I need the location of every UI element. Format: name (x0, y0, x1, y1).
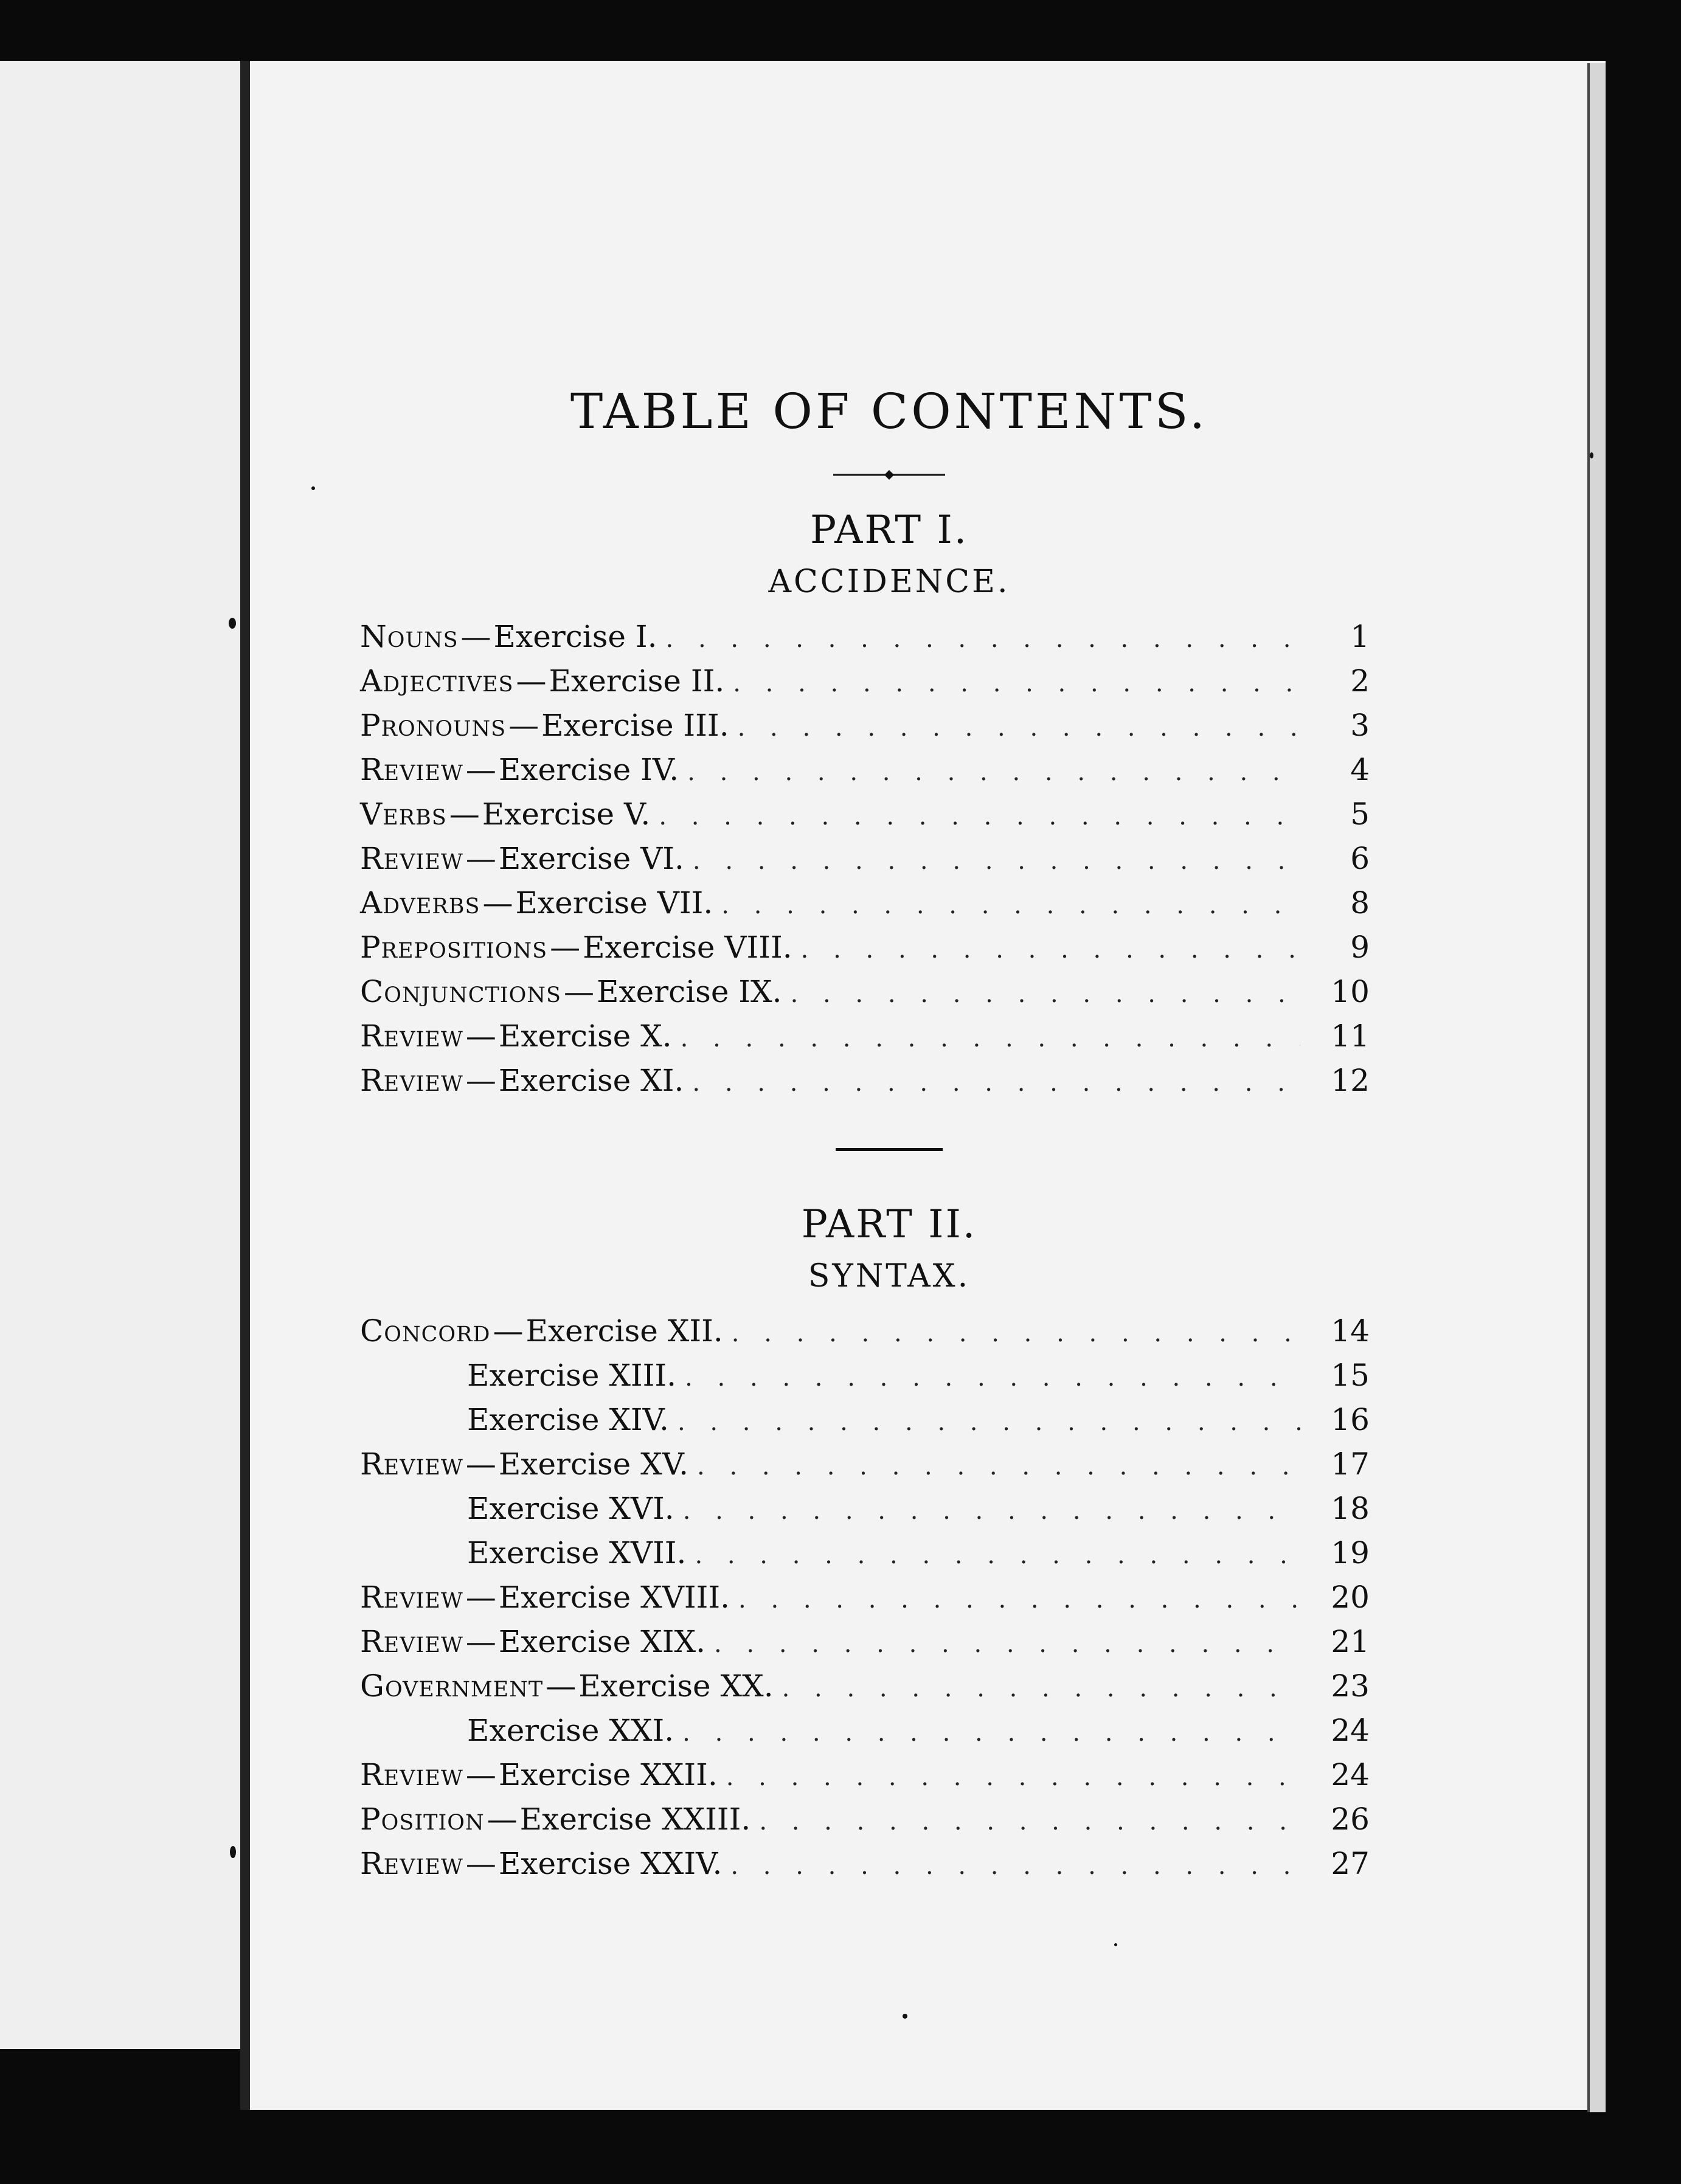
toc-entry-page-number: 27 (1331, 1846, 1370, 1881)
toc-entry-page-number: 26 (1331, 1802, 1370, 1837)
toc-entry-page-number: 24 (1331, 1713, 1370, 1748)
toc-entry-page-number: 3 (1350, 708, 1370, 743)
dot-leader (738, 706, 1300, 750)
em-dash-separator: — (465, 1446, 496, 1482)
dot-leader (659, 795, 1300, 839)
toc-entry-topic: Adjectives (360, 663, 514, 699)
dot-leader (697, 1445, 1300, 1489)
part-two-section (360, 1202, 1370, 1886)
em-dash-separator: — (563, 974, 594, 1009)
em-dash-separator: — (487, 1802, 518, 1837)
binding-mark (230, 1846, 236, 1858)
em-dash-separator: — (465, 1846, 496, 1881)
em-dash-separator: — (465, 1018, 496, 1054)
dot-leader (732, 1311, 1300, 1356)
toc-entry-topic: Adverbs (360, 885, 480, 921)
toc-entry-page-number: 16 (1331, 1402, 1370, 1437)
em-dash-separator: — (550, 930, 581, 965)
toc-entry-topic: Review (360, 1580, 463, 1615)
toc-entry-page-number: 24 (1331, 1757, 1370, 1792)
toc-entry (360, 1014, 1370, 1059)
toc-entry-topic: Review (360, 1757, 463, 1792)
dot-leader (693, 839, 1300, 883)
toc-entry-page-number: 8 (1350, 885, 1370, 921)
toc-entry-exercise: Exercise XXIV. (498, 1846, 723, 1881)
toc-entry (360, 881, 1370, 925)
toc-entry-exercise: Exercise I. (493, 619, 657, 654)
dot-leader (681, 1017, 1300, 1061)
toc-entry (360, 1353, 1370, 1398)
part-one-entries (360, 615, 1370, 1103)
toc-entry-exercise: Exercise XVII. (467, 1535, 687, 1571)
toc-entry (360, 1709, 1370, 1753)
em-dash-separator: — (465, 1063, 496, 1098)
toc-entry (360, 703, 1370, 748)
dot-leader (738, 1578, 1300, 1622)
toc-entry-topic: Review (360, 1846, 463, 1881)
toc-entry-topic: Nouns (360, 619, 459, 654)
dot-leader (666, 617, 1300, 662)
toc-entry-page-number: 4 (1350, 752, 1370, 787)
em-dash-separator: — (516, 663, 547, 699)
toc-entry-page-number: 5 (1350, 797, 1370, 832)
dot-leader (733, 662, 1300, 706)
binding-mark (229, 618, 236, 629)
toc-entry (360, 1398, 1370, 1442)
toc-entry (360, 1309, 1370, 1353)
toc-entry-page-number: 14 (1331, 1313, 1370, 1349)
dot-leader (801, 928, 1300, 972)
toc-entry-exercise: Exercise III. (541, 708, 729, 743)
toc-entry-exercise: Exercise VIII. (583, 930, 792, 965)
toc-entry-page-number: 6 (1350, 841, 1370, 876)
em-dash-separator: — (508, 708, 539, 743)
toc-entry-exercise: Exercise XIX. (498, 1624, 705, 1659)
dot-leader (678, 1400, 1300, 1445)
toc-entry (360, 1531, 1370, 1575)
em-dash-separator: — (449, 797, 480, 832)
section-divider-rule (836, 1148, 943, 1151)
toc-entry (360, 1487, 1370, 1531)
part-two-entries (360, 1309, 1370, 1886)
dot-leader (682, 1711, 1300, 1755)
toc-entry-page-number: 21 (1331, 1624, 1370, 1659)
toc-entry-page-number: 2 (1350, 663, 1370, 699)
toc-entry-exercise: Exercise XXIII. (519, 1802, 751, 1837)
part-one-section (360, 508, 1370, 1103)
toc-entry-exercise: Exercise II. (549, 663, 725, 699)
toc-entry (360, 1753, 1370, 1797)
toc-entry (360, 1664, 1370, 1709)
toc-entry (360, 1797, 1370, 1842)
part-two-subtitle: SYNTAX. (808, 1258, 971, 1294)
toc-entry-exercise: Exercise XI. (498, 1063, 684, 1098)
toc-entry-topic: Verbs (360, 797, 447, 832)
scan-speck (311, 486, 315, 490)
toc-entry-exercise: Exercise VII. (515, 885, 713, 921)
toc-entry-exercise: Exercise XIII. (467, 1358, 677, 1393)
toc-entry (360, 1842, 1370, 1886)
dot-leader (726, 1755, 1300, 1800)
facing-page-edge (0, 61, 240, 2049)
dot-leader (714, 1622, 1300, 1667)
dot-leader (730, 1844, 1300, 1889)
toc-entry (360, 659, 1370, 703)
toc-entry-exercise: Exercise X. (498, 1018, 672, 1054)
toc-entry-topic: Review (360, 841, 463, 876)
em-dash-separator: — (465, 1624, 496, 1659)
toc-entry-exercise: Exercise XX. (578, 1668, 774, 1704)
toc-entry (360, 1059, 1370, 1103)
toc-entry-topic: Review (360, 1018, 463, 1054)
em-dash-separator: — (546, 1668, 577, 1704)
toc-entry-exercise: Exercise XII. (525, 1313, 723, 1349)
toc-entry-topic: Concord (360, 1313, 491, 1349)
toc-entry (360, 1620, 1370, 1664)
em-dash-separator: — (493, 1313, 524, 1349)
dot-leader (692, 1061, 1300, 1105)
dot-leader (685, 1356, 1300, 1400)
table-of-contents (360, 383, 1370, 1886)
toc-entry-exercise: Exercise XXII. (498, 1757, 718, 1792)
dot-leader (721, 883, 1300, 928)
toc-entry-page-number: 1 (1350, 619, 1370, 654)
em-dash-separator: — (465, 841, 496, 876)
toc-entry-page-number: 10 (1331, 974, 1370, 1009)
dot-leader (695, 1533, 1300, 1578)
dot-leader (687, 750, 1300, 795)
scan-speck (903, 2014, 907, 2019)
toc-entry-page-number: 15 (1331, 1358, 1370, 1393)
toc-entry-topic: Review (360, 1063, 463, 1098)
toc-entry (360, 748, 1370, 792)
toc-entry-exercise: Exercise IV. (498, 752, 679, 787)
page-fore-edge (1587, 63, 1606, 2112)
em-dash-separator: — (465, 1757, 496, 1792)
part-one-heading: PART I. (809, 508, 969, 553)
dot-leader (683, 1489, 1300, 1533)
toc-entry-page-number: 18 (1331, 1491, 1370, 1526)
em-dash-separator: — (482, 885, 513, 921)
toc-entry-exercise: Exercise IX. (596, 974, 782, 1009)
toc-entry-exercise: Exercise XVIII. (498, 1580, 730, 1615)
toc-entry-page-number: 11 (1331, 1018, 1370, 1054)
toc-entry-exercise: Exercise XV. (498, 1446, 689, 1482)
part-two-heading: PART II. (801, 1202, 977, 1247)
toc-entry (360, 837, 1370, 881)
toc-entry (360, 970, 1370, 1014)
toc-entry (360, 925, 1370, 970)
toc-entry (360, 615, 1370, 659)
toc-entry-exercise: Exercise VI. (498, 841, 684, 876)
dot-leader (782, 1667, 1300, 1711)
toc-entry-topic: Prepositions (360, 930, 548, 965)
toc-entry-exercise: Exercise XVI. (467, 1491, 674, 1526)
toc-entry-topic: Review (360, 1446, 463, 1482)
toc-entry-topic: Review (360, 752, 463, 787)
dot-leader (791, 972, 1300, 1017)
toc-entry-page-number: 19 (1331, 1535, 1370, 1571)
toc-entry-page-number: 9 (1350, 930, 1370, 965)
toc-entry-page-number: 23 (1331, 1668, 1370, 1704)
em-dash-separator: — (465, 752, 496, 787)
toc-entry-topic: Pronouns (360, 708, 507, 743)
toc-entry (360, 1575, 1370, 1620)
toc-entry (360, 792, 1370, 837)
toc-entry-topic: Review (360, 1624, 463, 1659)
toc-entry-topic: Government (360, 1668, 544, 1704)
em-dash-separator: — (460, 619, 491, 654)
diamond-ornament-icon (833, 469, 945, 481)
toc-entry-topic: Position (360, 1802, 485, 1837)
toc-entry-page-number: 17 (1331, 1446, 1370, 1482)
scan-speck (1114, 1943, 1117, 1946)
part-one-subtitle: ACCIDENCE. (768, 564, 1010, 600)
dot-leader (759, 1800, 1300, 1844)
toc-entry-page-number: 20 (1331, 1580, 1370, 1615)
toc-entry (360, 1442, 1370, 1487)
toc-entry-topic: Conjunctions (360, 974, 561, 1009)
toc-entry-page-number: 12 (1331, 1063, 1370, 1098)
em-dash-separator: — (465, 1580, 496, 1615)
toc-entry-exercise: Exercise XXI. (467, 1713, 674, 1748)
toc-entry-exercise: Exercise V. (482, 797, 651, 832)
toc-entry-exercise: Exercise XIV. (467, 1402, 669, 1437)
page-title: TABLE OF CONTENTS. (570, 383, 1208, 440)
scan-speck (1590, 452, 1593, 458)
